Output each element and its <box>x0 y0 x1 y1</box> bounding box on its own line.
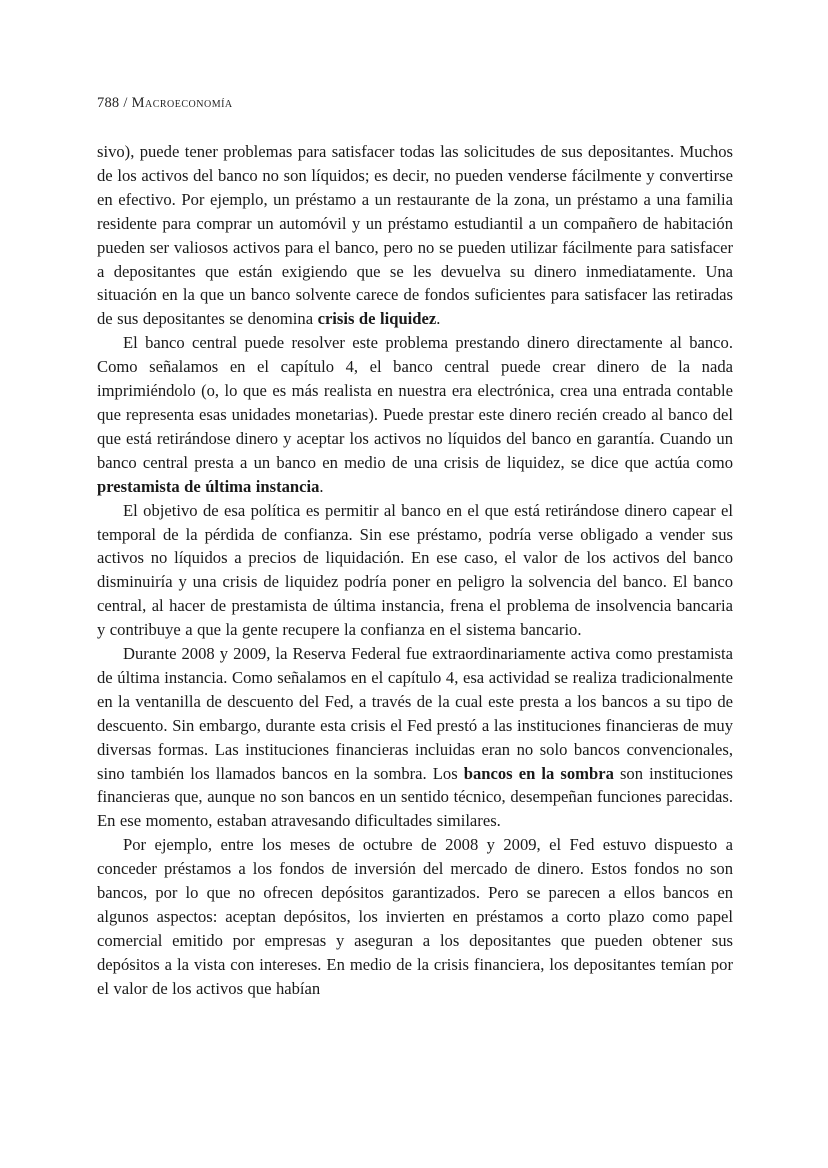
text-run: . <box>319 476 324 496</box>
body-text-block <box>97 140 733 1001</box>
text-run: El objetivo de esa política es permitir al banco en el que está retirándose dinero capear el temporal de la pérdida de confianza. Sin ese préstamo, podría verse obligado a vender sus activos no líquidos a precios de liquidación. En ese caso, el valor de los activos del banco disminuiría y una crisis de liquidez podría poner en peligro la solvencia del banco. El banco central, al hacer de prestamista de última instancia, frena el problema de insolvencia bancaria y contribuye a que la gente recupere la confianza en el sistema bancario. <box>97 500 733 640</box>
running-head <box>97 94 733 112</box>
key-term: crisis de liquidez <box>317 309 437 329</box>
key-term: bancos en la sombra <box>463 763 614 783</box>
paragraph <box>97 140 733 331</box>
paragraph <box>97 499 733 642</box>
page-folio: 788 <box>97 95 120 111</box>
running-head-separator: / <box>123 95 128 111</box>
book-title: Macroeconomía <box>131 95 233 111</box>
paragraph <box>97 642 733 833</box>
text-run: El banco central puede resolver este problema prestando dinero directamente al banco. Como señalamos en el capítulo 4, el banco central puede crear dinero de la nada imprimiéndolo (o, lo que es más realista en nuestra era electrónica, crea una entrada contable que representa esas unidades monetarias). Puede prestar este dinero recién creado al banco del que está retirándose dinero y aceptar los activos no líquidos del banco en garantía. Cuando un banco central presta a un banco en medio de una crisis de liquidez, se dice que actúa como <box>97 333 733 472</box>
text-run: Durante 2008 y 2009, la Reserva Federal fue extraordinariamente activa como prestamista de última instancia. Como señalamos en el capítulo 4, esa actividad se realiza tradicionalmente en la ventanilla de descuento del Fed, a través de la cual este presta a los bancos a su tipo de descuento. Sin embargo, durante esta crisis el Fed prestó a las instituciones financieras de muy diversas formas. Las instituciones financieras incluidas eran no solo bancos convencionales, sino también los llamados bancos en la sombra. Los <box>97 644 733 783</box>
text-run: Por ejemplo, entre los meses de octubre de 2008 y 2009, el Fed estuvo dispuesto a conceder préstamos a los fondos de inversión del mercado de dinero. Estos fondos no son bancos, por lo que no ofrecen depósitos garantizados. Pero se parecen a ellos bancos en algunos aspectos: aceptan depósitos, los invierten en préstamos a corto plazo como papel comercial emitido por empresas y aseguran a los depositantes que pueden obtener sus depósitos a la vista con intereses. En medio de la crisis financiera, los depositantes temían por el valor de los activos que habían <box>97 835 733 998</box>
text-run: . <box>436 309 441 329</box>
text-run: son instituciones financieras que, aunque no son bancos en un sentido técnico, desempeñan funciones parecidas. En ese momento, estaban atravesando dificultades similares. <box>97 763 733 831</box>
text-run: sivo), puede tener problemas para satisfacer todas las solicitudes de sus depositantes. Muchos de los activos del banco no son líquidos; es decir, no pueden venderse fácilmente y convertirse en efectivo. Por ejemplo, un préstamo a un restaurante de la zona, un préstamo a una familia residente para comprar un automóvil y un préstamo estudiantil a un compañero de habitación pueden ser valiosos activos para el banco, pero no se pueden utilizar fácilmente para satisfacer a depositantes que están exigiendo que se les devuelva su dinero inmediatamente. Una situación en la que un banco solvente carece de fondos suficientes para satisfacer las retiradas de sus depositantes se denomina <box>97 142 733 329</box>
paragraph <box>97 331 733 498</box>
paragraph <box>97 833 733 1000</box>
key-term: prestamista de última instancia <box>97 476 320 496</box>
